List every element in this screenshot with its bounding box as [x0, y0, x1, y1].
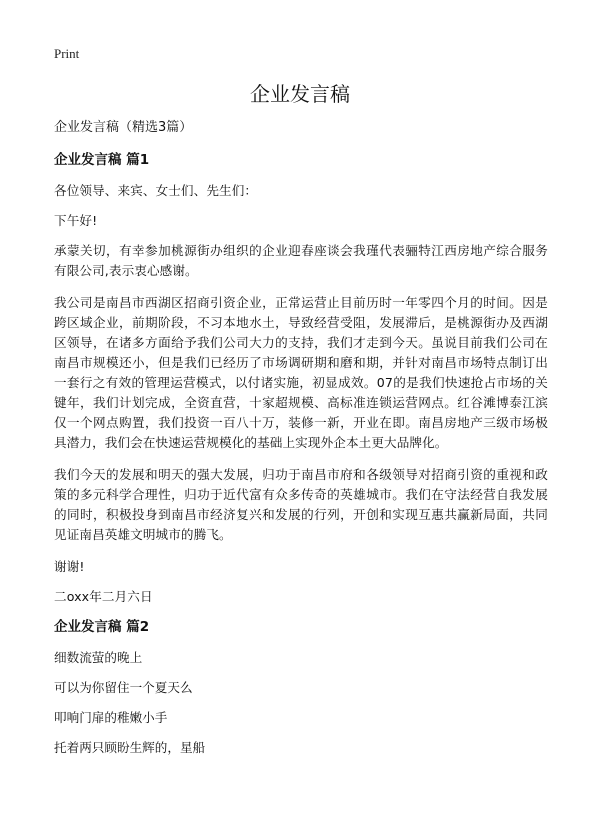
date-line: 二oxx年二月六日 — [54, 589, 153, 604]
poem-line: 叩响门扉的稚嫩小手 — [54, 710, 168, 725]
poem-line: 托着两只顾盼生辉的，星船 — [54, 740, 206, 755]
section-2 — [54, 617, 548, 758]
section-1 — [54, 150, 548, 607]
paragraph: 下午好! — [54, 213, 98, 228]
poem-line: 细数流萤的晚上 — [54, 650, 143, 665]
paragraph: 谢谢! — [54, 559, 85, 574]
document-subtitle: 企业发言稿（精选3篇） — [54, 120, 193, 135]
section-heading: 企业发言稿 篇1 — [54, 152, 150, 168]
paragraph: 各位领导、来宾、女士们、先生们： — [54, 183, 258, 198]
section-heading: 企业发言稿 篇2 — [54, 619, 150, 635]
paragraph: 我公司是南昌市西湖区招商引资企业，正常运营止目前历时一年零四个月的时间。因是跨区域企业，前期阶段，不习本地水土，导致经营受阻，发展滞后，是桃源街办及西湖区领导，在诸多方面给予我们公司大力的支持，我们才走到今天。虽说目前我们公司在南昌市规模还小，但是我们已经历了市场调研期和磨和期，并针对南昌市场特点制订出一套行之有效的管理运营模式，以付诸实施，初显成效。07的是我们快速抢占市场的关键年，我们计划完成，全资直营，十家超规模、高标准连锁运营网点。红谷滩博泰江滨仅一个网点购置，我们投资一百八十万，装修一新，开业在即。南昌房地产三级市场极具潜力，我们会在快速运营规模化的基础上实现外企本土更大品牌化。 — [54, 295, 548, 450]
print-link[interactable]: Print — [54, 46, 80, 61]
document-body — [54, 118, 548, 768]
paragraph: 我们今天的发展和明天的强大发展，归功于南昌市府和各级领导对招商引资的重视和政策的多元科学合理性，归功于近代富有众多传奇的英雄城市。我们在守法经营自我发展的同时，积极投身到南昌市经济复兴和发展的行列，开创和实现互惠共赢新局面，共同见证南昌英雄文明城市的腾飞。 — [54, 467, 548, 542]
paragraph: 承蒙关切，有幸参加桃源街办组织的企业迎春座谈会我瑾代表骊特江西房地产综合服务有限公司,表示衷心感谢。 — [54, 243, 548, 278]
document-title: 企业发言稿 — [250, 82, 350, 106]
poem-line: 可以为你留住一个夏天么 — [54, 680, 193, 695]
